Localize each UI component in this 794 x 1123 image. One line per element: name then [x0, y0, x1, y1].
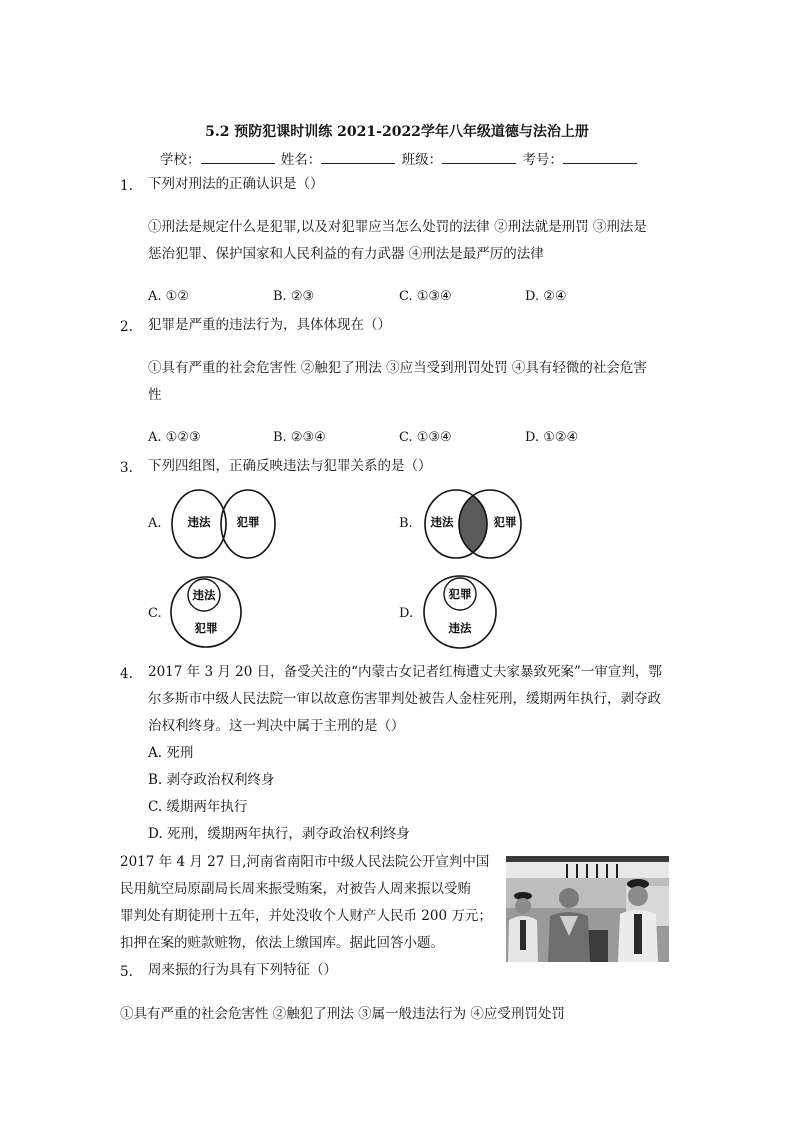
q4-number: 4.: [120, 666, 133, 682]
q4-stem-line2: 尔多斯市中级人民法院一审以故意伤害罪判处被告人金柱死刑，缓期两年执行，剥夺政: [148, 691, 661, 707]
q3-option-b[interactable]: B.: [399, 516, 413, 531]
q3-b-label-weifa: 违法: [430, 515, 454, 529]
q5-number: 5.: [120, 964, 133, 980]
q3-option-a[interactable]: A.: [148, 516, 162, 531]
q2-option-b[interactable]: B. ②③④: [273, 430, 326, 445]
q4-stem-line3: 治权利终身。这一判决中属于主刑的是（）: [148, 718, 405, 734]
q2-stem: 犯罪是严重的违法行为，具体体现在（）: [148, 317, 391, 333]
student-info-line: [160, 148, 639, 168]
q3-b-label-fanzui: 犯罪: [493, 515, 517, 529]
q3-diagram-b: [420, 486, 530, 564]
school-blank: [201, 151, 275, 164]
q4-stem-line1: 2017 年 3 月 20 日，备受关注的“内蒙古女记者红梅遭丈夫家暴致死案”一审宣判，鄂: [148, 664, 662, 680]
page-title: 5.2 预防犯课时训练 2021-2022学年八年级道德与法治上册: [205, 124, 589, 140]
q1-option-b[interactable]: B. ②③: [273, 289, 315, 304]
q3-option-d[interactable]: D.: [399, 606, 414, 621]
q3-number: 3.: [120, 460, 133, 476]
q3-option-c[interactable]: C.: [148, 606, 162, 621]
material-line4: 扣押在案的赃款赃物，依法上缴国库。据此回答小题。: [120, 935, 444, 951]
q4-option-b[interactable]: B. 剥夺政治权利终身: [148, 772, 275, 788]
q2-option-c[interactable]: C. ①③④: [399, 430, 452, 445]
q3-diagram-d: [420, 574, 500, 650]
courtroom-photo: [506, 856, 669, 962]
q1-number: 1.: [120, 178, 133, 194]
school-label: 学校：: [160, 152, 201, 168]
class-label: 班级：: [401, 152, 443, 168]
q2-option-a[interactable]: A. ①②③: [148, 430, 201, 445]
q2-option-d[interactable]: D. ①②④: [525, 430, 579, 445]
name-label: 姓名：: [280, 152, 322, 168]
q3-diagram-c: [168, 574, 244, 650]
q3-diagram-a: [170, 486, 280, 564]
q2-statement-line2: 性: [148, 387, 162, 403]
q1-statement-line2: 惩治犯罪、保护国家和人民利益的有力武器 ④刑法是最严厉的法律: [148, 246, 544, 262]
q3-c-label-fanzui: 犯罪: [194, 621, 218, 635]
material-line2: 民用航空局原副局长周来振受贿案，对被告人周来振以受贿: [120, 881, 471, 897]
material-line1: 2017 年 4 月 27 日,河南省南阳市中级人民法院公开宣判中国: [120, 854, 490, 870]
number-blank: [563, 151, 637, 164]
q3-d-label-fanzui: 犯罪: [448, 587, 472, 601]
q1-statement-line1: ①刑法是规定什么是犯罪,以及对犯罪应当怎么处罚的法律 ②刑法就是刑罚 ③刑法是: [148, 219, 647, 235]
q4-option-c[interactable]: C. 缓期两年执行: [148, 799, 248, 815]
class-blank: [442, 151, 516, 164]
q4-option-a[interactable]: A. 死刑: [148, 745, 194, 761]
q3-stem: 下列四组图，正确反映违法与犯罪关系的是（）: [148, 458, 432, 474]
q2-statement-line1: ①具有严重的社会危害性 ②触犯了刑法 ③应当受到刑罚处罚 ④具有轻微的社会危害: [148, 360, 647, 376]
q1-option-d[interactable]: D. ②④: [525, 289, 567, 304]
q3-c-label-weifa: 违法: [192, 588, 216, 602]
q1-option-c[interactable]: C. ①③④: [399, 289, 452, 304]
q3-a-label-weifa: 违法: [187, 515, 211, 529]
q3-d-label-weifa: 违法: [448, 621, 472, 635]
q4-option-d[interactable]: D. 死刑，缓期两年执行，剥夺政治权利终身: [148, 826, 410, 842]
q1-option-a[interactable]: A. ①②: [148, 289, 189, 304]
q5-statement-line1: ①具有严重的社会危害性 ②触犯了刑法 ③属一般违法行为 ④应受刑罚处罚: [120, 1006, 565, 1022]
number-label: 考号：: [522, 152, 563, 168]
q2-number: 2.: [120, 319, 133, 335]
q1-stem: 下列对刑法的正确认识是（）: [148, 176, 324, 192]
material-line3: 罪判处有期徒刑十五年，并处没收个人财产人民币 200 万元；: [120, 908, 492, 924]
q5-stem: 周来振的行为具有下列特征（）: [148, 962, 337, 978]
name-blank: [321, 151, 395, 164]
q3-a-label-fanzui: 犯罪: [236, 515, 260, 529]
